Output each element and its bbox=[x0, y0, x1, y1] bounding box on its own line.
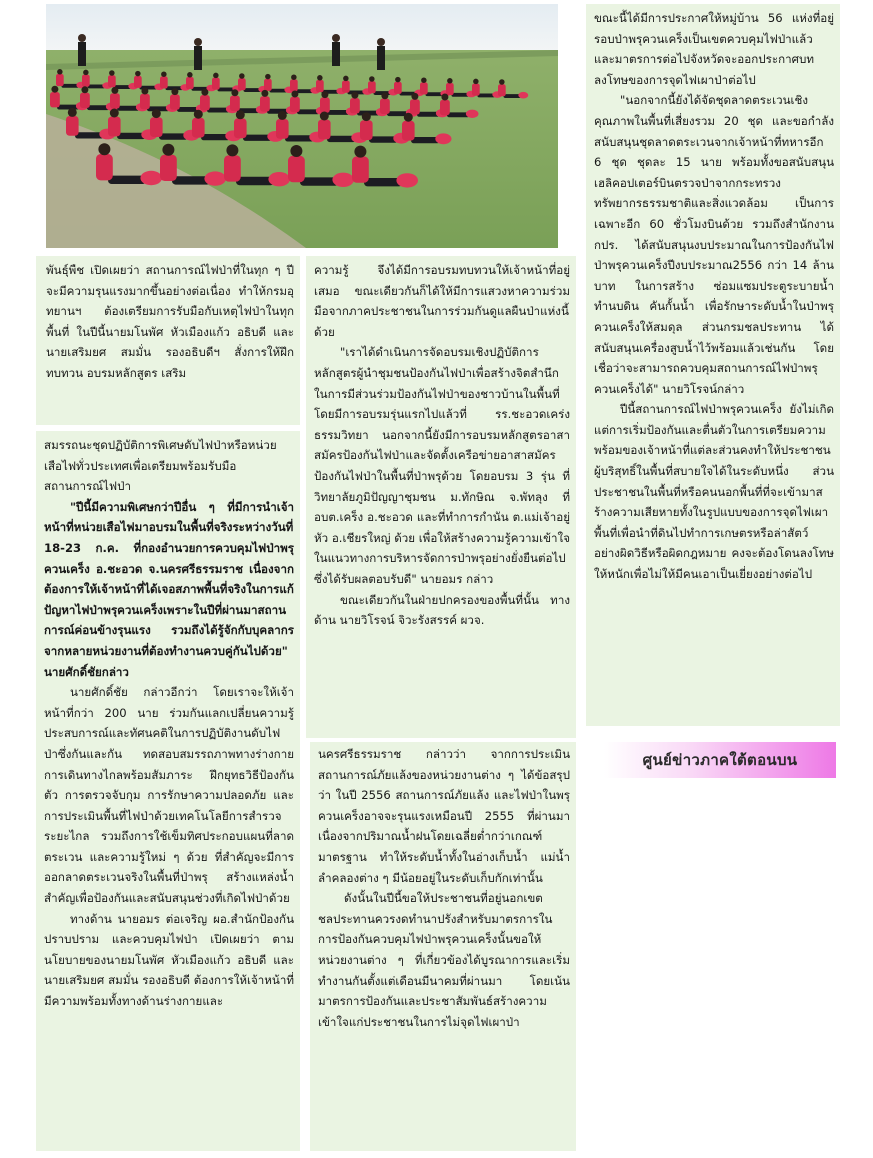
paragraph: พันธุ์พืช เปิดเผยว่า สถานการณ์ไฟป่าที่ในทุก ๆ ปีจะมีความรุนแรงมากขึ้นอย่างต่อเนื่อง ทำให้กรมอุทยานฯ ต้องเตรียมการรับมือกับเหตุไฟป่าในทุกพื้นที่ ในปีนี้นายมโนพัศ หัวเมืองแก้ว อธิบดี และนายเสริมยศ สมมั่น รองอธิบดีฯ สั่งการให้ฝึกทบทวน อบรมหลักสูตร เสริม bbox=[46, 263, 294, 380]
article-column-2-bottom bbox=[310, 742, 576, 1151]
field-training-photo-icon bbox=[46, 4, 558, 248]
paragraph: ความรู้ จึงได้มีการอบรมทบทวนให้เจ้าหน้าที่อยู่เสมอ ขณะเดียวกันก็ได้ให้มีการแสวงหาความร่วมมือจากภาคประชาชนในการร่วมกันดูแลผืนป่าแห่งนี้ด้วย bbox=[314, 263, 570, 339]
paragraph: ขณะนี้ได้มีการประกาศให้หมู่บ้าน 56 แห่งที่อยู่รอบป่าพรุควนเคร็งเป็นเขตควบคุมไฟป่าแล้ว และมาตรการต่อไปจังหวัดจะออกประกาศบทลงโทษของการจุดไฟเผาป่าต่อไป bbox=[594, 11, 834, 87]
article-column-2-top bbox=[306, 256, 576, 738]
paragraph: "เราได้ดำเนินการจัดอบรมเชิงปฏิบัติการหลักสูตรผู้นำชุมชนป้องกันไฟป่าเพื่อสร้างจิตสำนึกในการมีส่วนร่วมป้องกันไฟป่าของชาวบ้านในพื้นที่ โดยมีการอบรมรุ่นแรกไปแล้วที่ รร.ชะอวดเคร่งธรรมวิทยา นอกจากนี้ยังมีการอบรมหลักสูตรอาสาสมัครป้องกันไฟป่าและจัดตั้งเครือข่ายอาสาสมัครป้องกันไฟป่าในพื้นที่ป่าพรุด้วย โดยอบรม 3 รุ่น ที่วิทยาลัยภูมิปัญญาชุมชน ม.ทักษิณ จ.พัทลุง ที่ อบต.เคร็ง อ.ชะอวด และที่ทำการกำนัน ต.แม่เจ้าอยู่หัว อ.เชียรใหญ่ ด้วย เพื่อให้สร้างความรู้ความเข้าใจในแนวทางการบริหารจัดการป่าพรุอย่างยั่งยืนต่อไป ซึ่งได้รับผลตอบรับดี" นายอมร กล่าว bbox=[314, 345, 570, 586]
paragraph: นครศรีธรรมราช กล่าวว่า จากการประเมินสถานการณ์ภัยแล้งของหน่วยงานต่าง ๆ ได้ข้อสรุปว่า ในปี 2556 สถานการณ์ภัยแล้ง และไฟป่าในพรุควนเคร็งอาจจะรุนแรงเหมือนปี 2555 ที่ผ่านมา เนื่องจากปริมาณน้ำฝนโดยเฉลี่ยต่ำกว่าเกณฑ์มาตรฐาน ทำให้ระดับน้ำทั้งในอ่างเก็บน้ำ แม่น้ำลำคลองต่าง ๆ มีน้อยอยู่ในระดับเก็บกักเท่านั้น bbox=[318, 747, 570, 885]
article-column-1-top bbox=[36, 256, 300, 425]
news-center-credit: ศูนย์ข่าวภาคใต้ตอนบน bbox=[604, 742, 836, 778]
paragraph: "นอกจากนี้ยังได้จัดชุดลาดตระเวนเชิงคุณภาพในพื้นที่เสี่ยงรวม 20 ชุด และขอกำลังสนับสนุนชุดลาดตระเวนจากเจ้าหน้าที่ทหารอีก 6 ชุด ชุดละ 15 นาย พร้อมทั้งขอสนับสนุนเฮลิคอปเตอร์บินตรวจป่าจากกระทรวงทรัพยากรธรรมชาติและสิ่งแวดล้อม เป็นการเฉพาะอีก 60 ชั่วโมงบินด้วย รวมถึงสำนักงาน กปร. ได้สนับสนุนงบประมาณในการป้องกันไฟป่าพรุควนเคร็งปีงบประมาณ2556 กว่า 14 ล้านบาท ในการสร้าง ซ่อมแซมประตูระบายน้ำ ทำนบดิน คันกั้นน้ำ เพื่อรักษาระดับน้ำในป่าพรุควนเคร็งให้สมดุล ส่วนกรมชลประทาน ได้สนับสนุนเครื่องสูบน้ำไว้พร้อมแล้วเช่นกัน โดยเชื่อว่าจะสามารถควบคุมสถานการณ์ไฟป่าพรุควนเคร็งได้" นายวิโรจน์กล่าว bbox=[594, 93, 834, 396]
paragraph: "ปีนี้มีความพิเศษกว่าปีอื่น ๆ ที่มีการนำเจ้าหน้าที่หน่วยเสือไฟมาอบรมในพื้นที่จริงระหว่างวันที่ 18-23 ก.ค. ที่กองอำนวยการควบคุมไฟป่าพรุควนเคร็ง อ.ชะอวด จ.นครศรีธรรมราช เนื่องจากต้องการให้เจ้าหน้าที่ได้เจอสภาพพื้นที่จริงในการแก้ปัญหาไฟป่าพรุควนเคร็งเพราะในปีที่ผ่านมาสถานการณ์ค่อนข้างรุนแรง รวมถึงได้รู้จักกับบุคลากรจากหลายหน่วยงานที่ต้องทำงานควบคู่กันไปด้วย" นายศักดิ์ชัยกล่าว bbox=[44, 499, 294, 679]
paragraph: สมรรถนะชุดปฏิบัติการพิเศษดับไฟป่าหรือหน่วยเสือไฟทั่วประเทศเพื่อเตรียมพร้อมรับมือสถานการณ์ไฟป่า bbox=[44, 438, 277, 494]
paragraph: ขณะเดียวกันในฝ่ายปกครองของพื้นที่นั้น ทางด้าน นายวิโรจน์ จิวะรังสรรค์ ผวจ. bbox=[314, 592, 570, 628]
training-photo bbox=[46, 4, 558, 248]
paragraph: นายศักดิ์ชัย กล่าวอีกว่า โดยเราจะให้เจ้าหน้าที่กว่า 200 นาย ร่วมกันแลกเปลี่ยนความรู้ประสบการณ์และทัศนคติในการปฏิบัติงานดับไฟป่าซึ่งกันและกัน ทดสอบสมรรถภาพทางร่างกาย การเดินทางไกลพร้อมสัมภาระ ฝึกยุทธวิธีป้องกันตัว การตรวจจับกุม การรักษาความปลอดภัย และการประเมินพื้นที่ไฟป่าด้วยเทคโนโลยีการสำรวจระยะไกล รวมถึงการใช้เข็มทิศประกอบแผนที่ลาดตระเวน และความรู้ใหม่ ๆ ด้วย ที่สำคัญจะมีการออกลาดตระเวนจริงในพื้นที่ป่าพรุ สร้างแหล่งน้ำสำคัญเพื่อป้องกันและสนับสนุนช่วงที่เกิดไฟป่าด้วย bbox=[44, 685, 294, 906]
paragraph: ดังนั้นในปีนี้ขอให้ประชาชนที่อยู่นอกเขตชลประทานควรงดทำนาปรังสำหรับมาตรการในการป้องกันควบคุมไฟป่าพรุควนเคร็งนั้นขอให้หน่วยงานต่าง ๆ ที่เกี่ยวข้องได้บูรณาการและเริ่มทำงานกันตั้งแต่เดือนมีนาคมที่ผ่านมา โดยเน้นมาตรการป้องกันและประชาสัมพันธ์สร้างความเข้าใจแก่ประชาชนในการไม่จุดไฟเผาป่า bbox=[318, 891, 570, 1029]
article-column-3 bbox=[586, 4, 840, 726]
paragraph: ทางด้าน นายอมร ต่อเจริญ ผอ.สำนักป้องกัน ปราบปราม และควบคุมไฟป่า เปิดเผยว่า ตามนโยบายของนายมโนพัศ หัวเมืองแก้ว อธิบดี และ นายเสริมยศ สมมั่น รองอธิบดี ต้องการให้เจ้าหน้าที่มีความพร้อมทั้งทางด้านร่างกายและ bbox=[44, 911, 294, 1009]
paragraph: ปีนี้สถานการณ์ไฟป่าพรุควนเคร็ง ยังไม่เกิดแต่การเริ่มป้องกันและตื่นตัวในการเตรียมความพร้อมของเจ้าหน้าที่แต่ละส่วนคงทำให้ประชาชนผู้บริสุทธิ์ในพื้นที่สบายใจได้ในระดับหนึ่ง ส่วนประชาชนในพื้นที่หรือคนนอกพื้นที่ที่จะเข้ามาสร้างความเสียหายทั้งในรูปแบบของการจุดไฟเผาพื้นที่เพื่อนำที่ดินไปทำการเกษตรหรือล่าสัตว์อย่างผิดวิธีหรือผิดกฎหมาย คงจะต้องโดนลงโทษให้หนักเพื่อไม่ให้มีคนเอาเป็นเยี่ยงอย่างต่อไป bbox=[594, 402, 834, 582]
article-column-1-bottom bbox=[36, 431, 300, 1151]
